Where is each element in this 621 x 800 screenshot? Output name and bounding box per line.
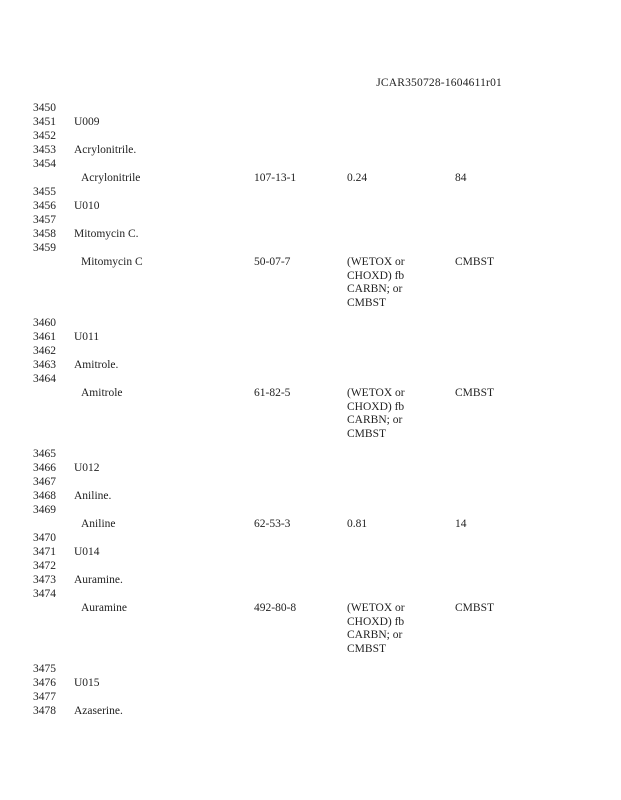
line-text: U012 xyxy=(74,461,100,474)
line-number: 3458 xyxy=(33,227,56,240)
wastewater-standard-line: CMBST xyxy=(347,427,386,440)
wastewater-standard-line: 0.24 xyxy=(347,172,368,184)
line-number: 3464 xyxy=(33,372,56,385)
cas-number: 492-80-8 xyxy=(254,602,297,614)
line-number: 3472 xyxy=(33,559,56,572)
wastewater-standard-line: 0.81 xyxy=(347,518,368,530)
wastewater-standard-line: CMBST xyxy=(347,642,386,655)
line-text: U015 xyxy=(74,676,100,689)
line-number: 3454 xyxy=(33,157,56,170)
line-text: Mitomycin C. xyxy=(74,227,139,240)
line-number: 3466 xyxy=(33,461,56,474)
line-text: Azaserine. xyxy=(74,704,123,717)
line-number: 3452 xyxy=(33,129,56,142)
line-number: 3474 xyxy=(33,587,56,600)
wastewater-standard xyxy=(347,172,442,186)
line-text: U014 xyxy=(74,545,100,558)
wastewater-standard-line: CARBN; or xyxy=(347,283,403,295)
wastewater-standard-line: (WETOX or xyxy=(347,602,405,614)
nonwastewater-standard: CMBST xyxy=(455,602,494,614)
wastewater-standard-line: CHOXD) fb xyxy=(347,400,405,413)
line-text: U009 xyxy=(74,115,100,128)
nonwastewater-standard: CMBST xyxy=(455,256,494,268)
line-number: 3453 xyxy=(33,143,56,156)
wastewater-standard xyxy=(347,387,442,441)
line-text: Amitrole. xyxy=(74,358,119,371)
line-number: 3475 xyxy=(33,663,56,675)
line-number: 3457 xyxy=(33,213,56,226)
wastewater-standard xyxy=(347,518,442,532)
line-text: Aniline. xyxy=(74,489,112,502)
cas-number: 62-53-3 xyxy=(254,518,291,530)
line-number: 3469 xyxy=(33,503,56,516)
line-number: 3465 xyxy=(33,448,56,460)
nonwastewater-standard: CMBST xyxy=(455,387,494,399)
wastewater-standard xyxy=(347,256,442,310)
line-text: Acrylonitrile. xyxy=(74,143,137,156)
cas-number: 61-82-5 xyxy=(254,387,291,399)
wastewater-standard-line: CHOXD) fb xyxy=(347,615,405,628)
line-number: 3451 xyxy=(33,115,56,128)
document-id: JCAR350728-1604611r01 xyxy=(376,77,502,89)
cas-number: 107-13-1 xyxy=(254,172,297,184)
constituent-name: Aniline xyxy=(81,518,116,530)
constituent-name: Amitrole xyxy=(81,387,123,399)
wastewater-standard-line: CARBN; or xyxy=(347,414,403,426)
line-number: 3461 xyxy=(33,330,56,343)
line-number: 3460 xyxy=(33,317,56,329)
wastewater-standard-line: CMBST xyxy=(347,296,386,309)
line-number: 3478 xyxy=(33,704,56,717)
nonwastewater-standard: 14 xyxy=(455,518,467,530)
line-text: U011 xyxy=(74,330,100,343)
line-number: 3462 xyxy=(33,344,56,357)
line-text: Auramine. xyxy=(74,573,123,586)
constituent-name: Acrylonitrile xyxy=(81,172,141,184)
line-number: 3450 xyxy=(33,102,56,114)
constituent-name: Auramine xyxy=(81,602,127,614)
wastewater-standard-line: (WETOX or xyxy=(347,387,405,399)
line-number: 3456 xyxy=(33,199,56,212)
line-number: 3477 xyxy=(33,690,56,703)
line-number: 3467 xyxy=(33,475,56,488)
wastewater-standard-line: CHOXD) fb xyxy=(347,269,405,282)
wastewater-standard-line: (WETOX or xyxy=(347,256,405,268)
line-number: 3470 xyxy=(33,532,56,544)
constituent-name: Mitomycin C xyxy=(81,256,143,268)
line-text: U010 xyxy=(74,199,100,212)
line-number: 3473 xyxy=(33,573,56,586)
wastewater-standard-line: CARBN; or xyxy=(347,629,403,641)
line-number: 3459 xyxy=(33,241,56,254)
line-number: 3476 xyxy=(33,676,56,689)
nonwastewater-standard: 84 xyxy=(455,172,467,184)
line-number: 3455 xyxy=(33,186,56,198)
line-number: 3463 xyxy=(33,358,56,371)
cas-number: 50-07-7 xyxy=(254,256,291,268)
line-number: 3468 xyxy=(33,489,56,502)
wastewater-standard xyxy=(347,602,442,656)
line-number: 3471 xyxy=(33,545,56,558)
